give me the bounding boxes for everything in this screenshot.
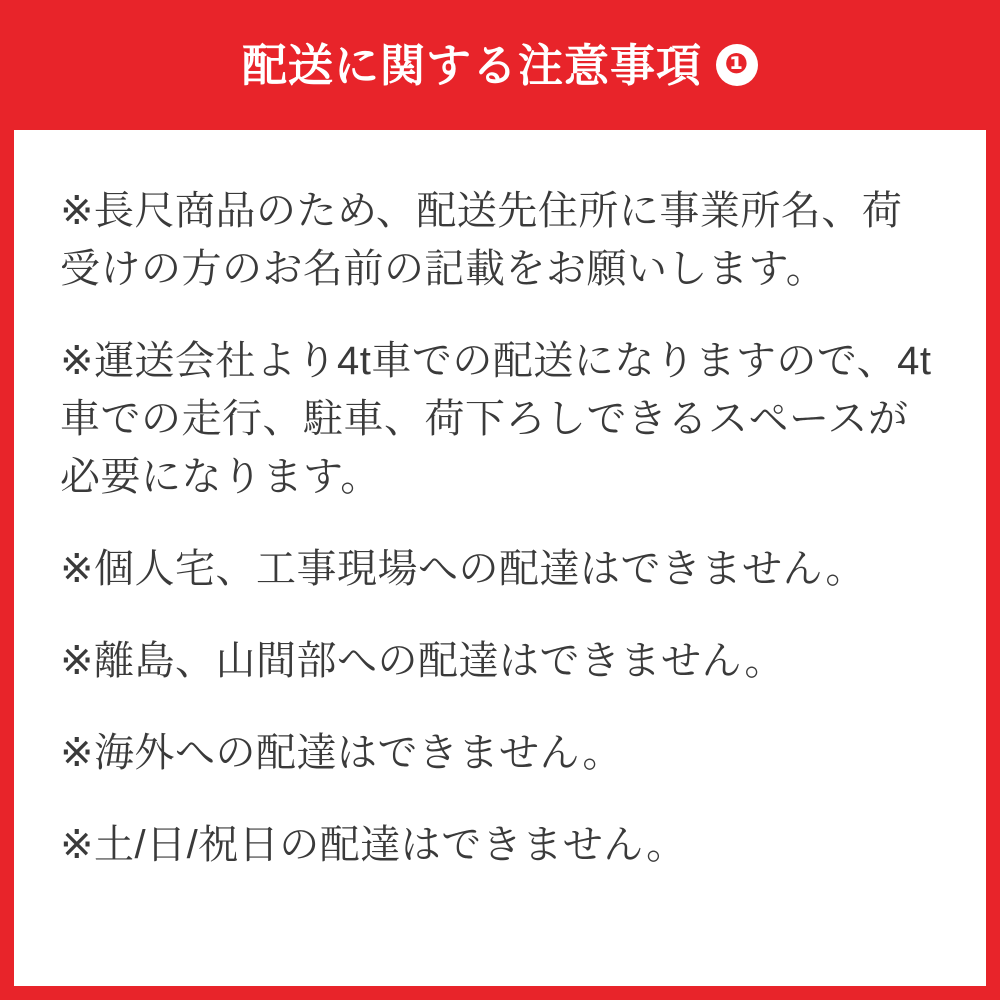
- note-item: ※離島、山間部への配達はできません。: [60, 639, 785, 683]
- note-item: ※長尺商品のため、配送先住所に事業所名、荷受けの方のお名前の記載をお願いします。: [60, 189, 903, 291]
- note-item: ※個人宅、工事現場への配達はできません。: [60, 547, 866, 591]
- notes-panel: [14, 130, 986, 986]
- note-item: ※運送会社より4t車での配送になりますので、4t車での走行、駐車、荷下ろしできるスペースが必要になります。: [60, 339, 932, 499]
- note-item: ※土/日/祝日の配達はできません。: [60, 823, 687, 867]
- note-item: ※海外への配達はできません。: [60, 731, 623, 775]
- page-title: 配送に関する注意事項: [241, 39, 702, 91]
- circled-number-one-icon: ❶: [716, 44, 758, 86]
- header-title-group: [241, 39, 758, 91]
- poster-header: [0, 0, 1000, 130]
